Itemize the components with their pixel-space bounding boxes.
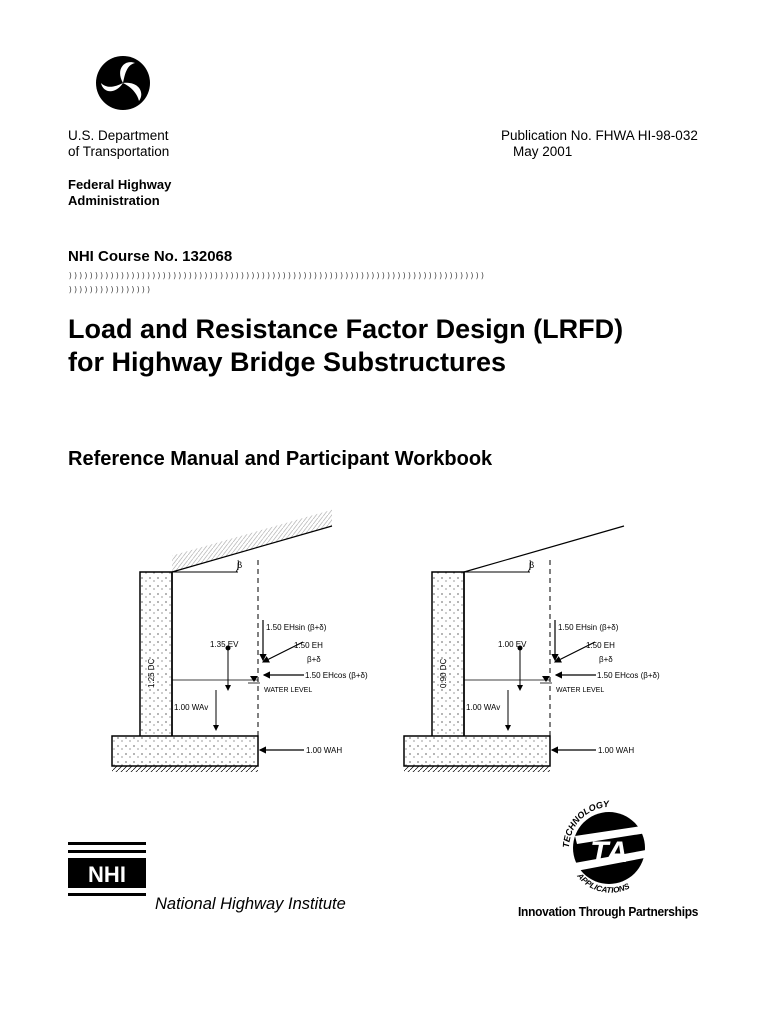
separator-line-1: )))))))))))))))))))))))))))))))))))))))))))))))))))))))))))))))))))))))))))))))) [68,271,486,280]
ta-caption: Innovation Through Partnerships [518,904,699,919]
nhi-logo-text: NHI [88,862,126,887]
right-dc-label: 0.90 DC [439,658,448,688]
left-wah-label: 1.00 WAH [306,746,343,755]
ta-arc-top: TECHNOLOGY [560,798,610,849]
left-beta-delta-label: β+δ [307,655,321,664]
publication-info [501,128,698,160]
retaining-wall-figure [108,520,660,780]
left-wav-label: 1.00 WAv [174,703,209,712]
left-eh-cos-label: 1.50 EHcos (β+δ) [305,671,368,680]
agency-name [68,177,171,209]
publication-number: Publication No. FHWA HI-98-032 [501,128,698,143]
document-title [68,313,748,379]
right-wav-label: 1.00 WAv [466,703,501,712]
right-beta-label: β [529,560,535,570]
right-wah-label: 1.00 WAH [598,746,635,755]
left-wall-diagram [112,510,368,772]
course-number: NHI Course No. 132068 [68,248,233,265]
ta-arc-bottom: APPLICATIONS [575,871,631,895]
left-eh-label: 1.50 EH [294,641,323,650]
title-line-1: Load and Resistance Factor Design (LRFD) [68,314,624,344]
technology-applications-logo [555,796,665,900]
nhi-name: National Highway Institute [155,895,346,913]
right-ev-label: 1.00 EV [498,640,527,649]
right-eh-label: 1.50 EH [586,641,615,650]
publication-date: May 2001 [513,144,573,159]
nhi-logo [68,840,148,900]
agency-line-1: Federal Highway [68,177,172,192]
agency-line-2: Administration [68,193,160,208]
left-water-level-label: WATER LEVEL [264,687,313,694]
right-water-level-label: WATER LEVEL [556,687,605,694]
right-wall-diagram [404,526,660,772]
right-eh-sin-label: 1.50 EHsin (β+δ) [558,623,619,632]
left-ev-label: 1.35 EV [210,640,239,649]
title-line-2: for Highway Bridge Substructures [68,347,507,377]
department-name [68,128,169,160]
right-beta-delta-label: β+δ [599,655,613,664]
left-eh-sin-label: 1.50 EHsin (β+δ) [266,623,327,632]
left-beta-label: β [237,560,243,570]
separator-line-2: )))))))))))))))) [68,285,152,294]
document-subtitle: Reference Manual and Participant Workbook [68,448,493,470]
dept-line-2: of Transportation [68,144,170,159]
dot-logo [95,55,151,111]
right-eh-cos-label: 1.50 EHcos (β+δ) [597,671,660,680]
ta-logo-letters: TA [590,836,628,869]
dept-line-1: U.S. Department [68,128,169,143]
left-dc-label: 1.25 DC [147,658,156,688]
